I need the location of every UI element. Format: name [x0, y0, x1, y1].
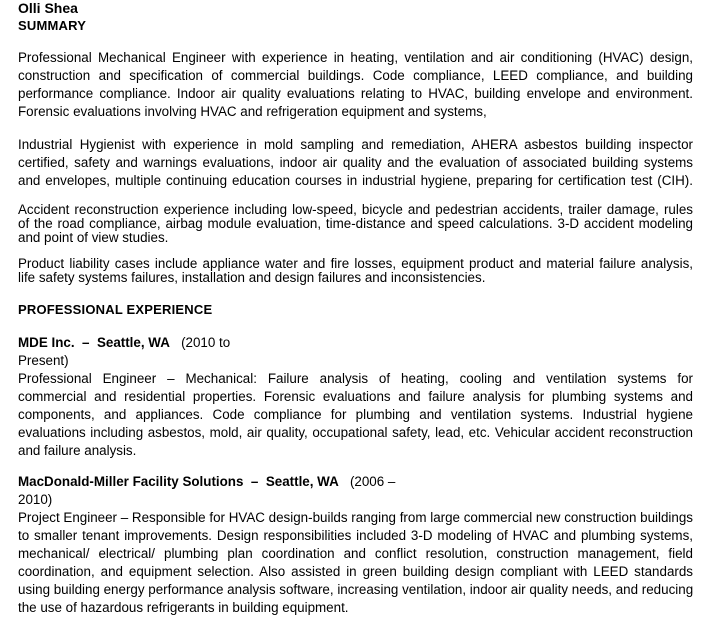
text-line: of the road compliance, airbag module evaluation, time-distance and speed calculations. 3-D accident modeling: [18, 216, 693, 231]
text-line: Project Engineer – Responsible for HVAC design-builds ranging from large commercial new construction buildings: [18, 510, 693, 525]
text-line: commercial and residential properties. Forensic evaluations and failure analysis for plumbing systems and: [18, 389, 693, 404]
text-line: Professional Engineer – Mechanical: Failure analysis of heating, cooling and ventilation systems for: [18, 371, 693, 386]
text-line: mechanical/ electrical/ plumbing plan coordination and conflict resolution, construction management, field: [18, 546, 693, 561]
job-company: MDE Inc.: [18, 335, 75, 350]
text-line: certified, safety and warnings evaluations, indoor air quality and the evaluation of associated building systems: [18, 155, 693, 170]
text-line: Forensic evaluations involving HVAC and refrigeration equipment and systems,: [18, 104, 487, 119]
experience-heading: PROFESSIONAL EXPERIENCE: [18, 302, 213, 317]
text-line: the use of hazardous refrigerants in building equipment.: [18, 600, 349, 615]
candidate-name: Olli Shea: [18, 0, 78, 16]
job-dash: –: [82, 335, 90, 350]
job-title-line: [18, 334, 230, 352]
text-line: to smaller tenant improvements. Design responsibilities included 3-D modeling of HVAC and plumbing systems,: [18, 528, 693, 543]
text-line: life safety systems failures, installation and design failures and inconsistencies.: [18, 270, 486, 285]
job-dates-end: 2010): [18, 492, 53, 507]
text-line: and failure analysis.: [18, 443, 137, 458]
text-line: construction and specification of commercial buildings. Code compliance, LEED compliance, and building: [18, 68, 693, 83]
job-dates-start: (2006 –: [349, 474, 396, 489]
job-company: MacDonald-Miller Facility Solutions: [18, 474, 244, 489]
job-location: Seattle, WA: [96, 335, 170, 350]
text-line: evaluations including asbestos, mold, air quality, occupational safety, lead, etc. Vehicular accident reconstruction: [18, 425, 693, 440]
text-line: performance compliance. Indoor air quality evaluations relating to HVAC, building envelope and environment.: [18, 86, 693, 101]
text-line: using building energy performance analysis software, increasing ventilation, indoor air quality needs, and reducing: [18, 582, 694, 597]
job-dates-start: (2010 to: [181, 335, 231, 350]
job-dates-end: Present): [18, 353, 69, 368]
text-line: components, and appliances. Code compliance for plumbing and ventilation systems. Industrial hygiene: [18, 407, 693, 422]
text-line: Industrial Hygienist with experience in mold sampling and remediation, AHERA asbestos building inspector: [18, 137, 693, 152]
text-line: coordination, and equipment selection. Also assisted in green building design compliant with LEED standards: [18, 564, 693, 579]
job-title-line: [18, 473, 395, 491]
text-line: and point of view studies.: [18, 230, 169, 245]
text-line: Professional Mechanical Engineer with experience in heating, ventilation and air conditioning (HVAC) design,: [18, 50, 693, 65]
text-line: Accident reconstruction experience including low-speed, bicycle and pedestrian accidents, trailer damage, rules: [18, 202, 693, 217]
text-line: Product liability cases include appliance water and fire losses, equipment product and material failure analysis,: [18, 256, 693, 271]
job-location: Seattle, WA: [265, 474, 339, 489]
job-dash: –: [250, 474, 259, 489]
summary-heading: SUMMARY: [18, 18, 87, 33]
text-line: and envelopes, multiple continuing education courses in industrial hygiene, preparing for certification test (CIH).: [18, 173, 693, 188]
